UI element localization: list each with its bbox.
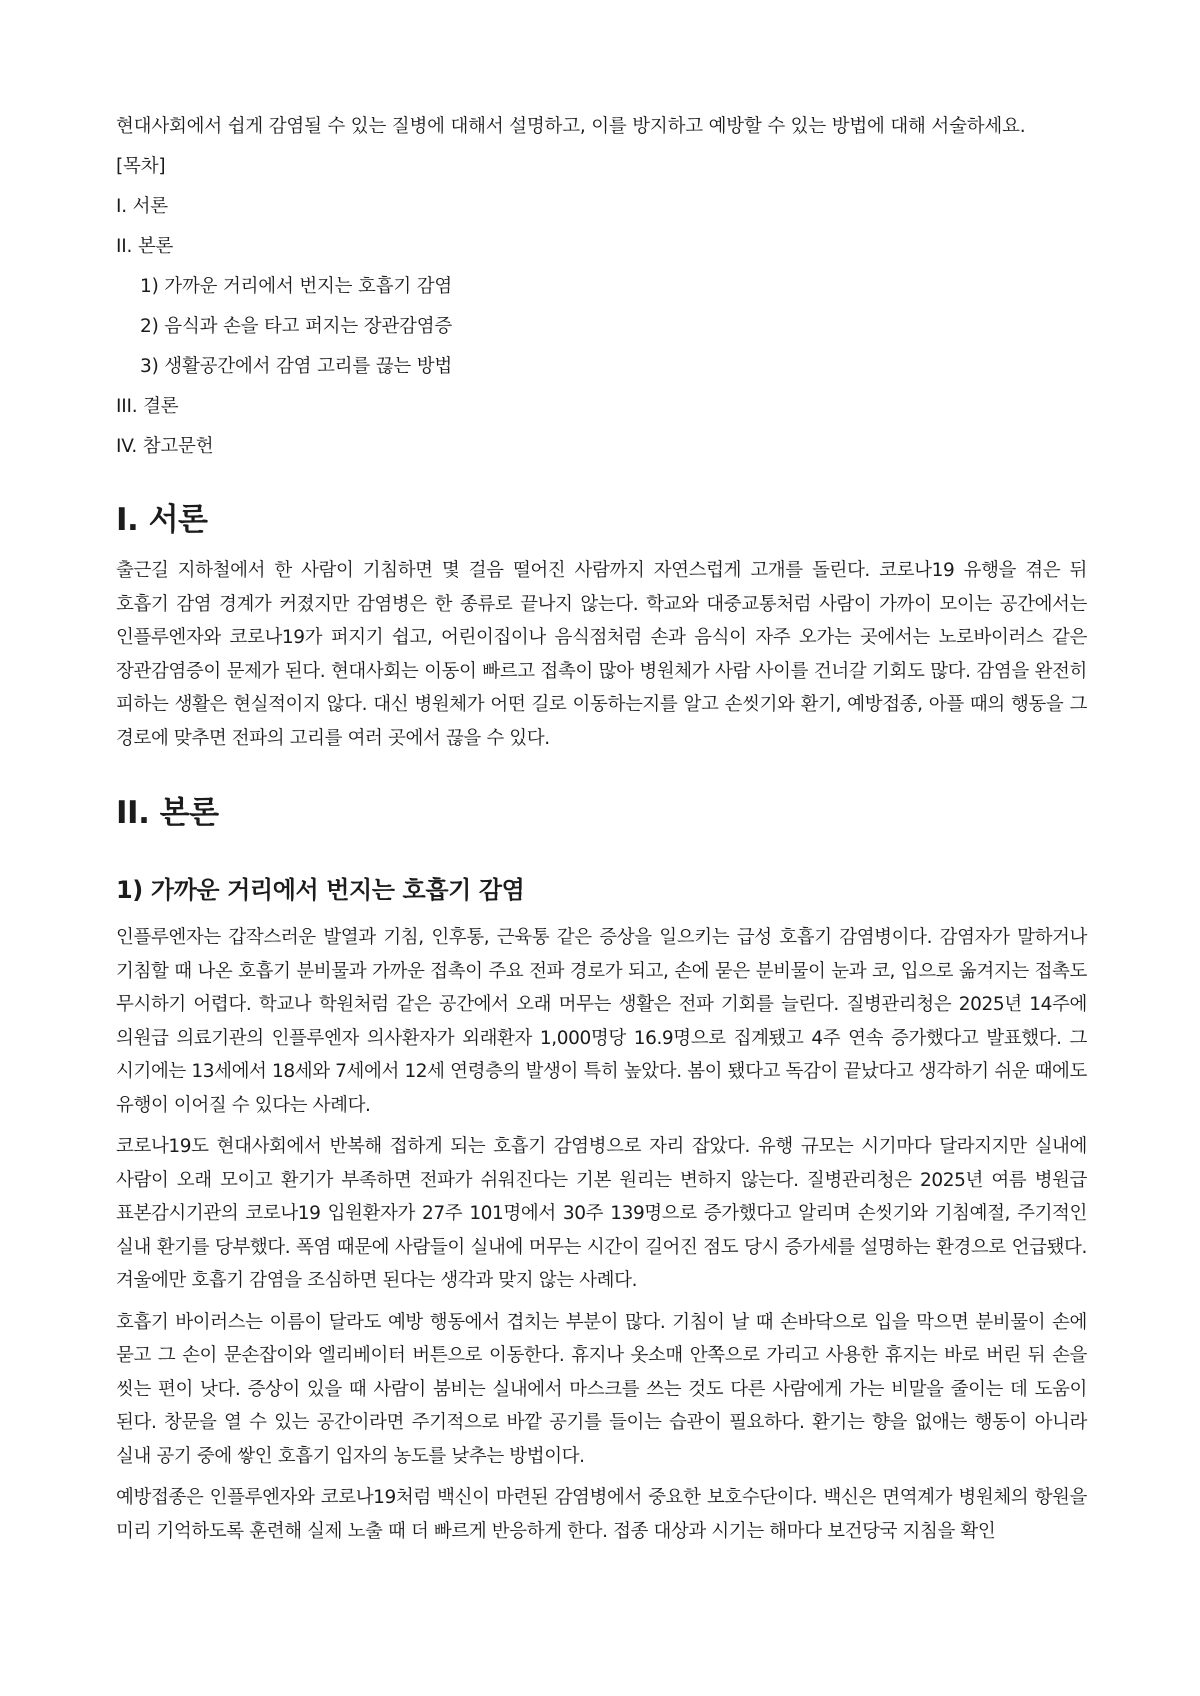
toc-title: [목차] (116, 156, 166, 177)
toc-item: II. 본론 (116, 236, 174, 257)
table-of-contents (116, 152, 1087, 462)
toc-subitem: 1) 가까운 거리에서 번지는 호흡기 감염 (140, 276, 453, 297)
subsection-heading-respiratory: 1) 가까운 거리에서 번지는 호흡기 감염 (116, 876, 525, 904)
toc-item: III. 결론 (116, 396, 179, 417)
body-paragraph: 코로나19도 현대사회에서 반복해 접하게 되는 호흡기 감염병으로 자리 잡았다. 유행 규모는 시기마다 달라지지만 실내에 사람이 오래 모이고 환기가 부족하면 전파가 쉬워진다는 기본 원리는 변하지 않는다. 질병관리청은 2025년 여름 병원급 표본감시기관의 코로나19 입원환자가 27주 101명에서 30주 139명으로 증가했다고 알리며 손씻기와 기침예절, 주기적인 실내 환기를 당부했다. 폭염 때문에 사람들이 실내에 머무는 시간이 길어진 점도 당시 증가세를 설명하는 환경으로 언급됐다. 겨울에만 호흡기 감염을 조심하면 된다는 생각과 맞지 않는 사례다. (116, 1136, 1087, 1291)
body-paragraph: 호흡기 바이러스는 이름이 달라도 예방 행동에서 겹치는 부분이 많다. 기침이 날 때 손바닥으로 입을 막으면 분비물이 손에 묻고 그 손이 문손잡이와 엘리베이터 버튼으로 이동한다. 휴지나 옷소매 안쪽으로 가리고 사용한 휴지는 바로 버린 뒤 손을 씻는 편이 낫다. 증상이 있을 때 사람이 붐비는 실내에서 마스크를 쓰는 것도 다른 사람에게 가는 비말을 줄이는 데 도움이 된다. 창문을 열 수 있는 공간이라면 주기적으로 바깥 공기를 들이는 습관이 필요하다. 환기는 향을 없애는 행동이 아니라 실내 공기 중에 쌓인 호흡기 입자의 농도를 낮추는 방법이다. (116, 1311, 1087, 1467)
intro-paragraph: 출근길 지하철에서 한 사람이 기침하면 몇 걸음 떨어진 사람까지 자연스럽게 고개를 돌린다. 코로나19 유행을 겪은 뒤 호흡기 감염 경계가 커졌지만 감염병은 한 종류로 끝나지 않는다. 학교와 대중교통처럼 사람이 가까이 모이는 공간에서는 인플루엔자와 코로나19가 퍼지기 쉽고, 어린이집이나 음식점처럼 손과 음식이 자주 오가는 곳에서는 노로바이러스 같은 장관감염증이 문제가 된다. 현대사회는 이동이 빠르고 접촉이 많아 병원체가 사람 사이를 건너갈 기회도 많다. 감염을 완전히 피하는 생활은 현실적이지 않다. 대신 병원체가 어떤 길로 이동하는지를 알고 손씻기와 환기, 예방접종, 아플 때의 행동을 그 경로에 맞추면 전파의 고리를 여러 곳에서 끊을 수 있다. (116, 560, 1087, 749)
toc-subitem: 3) 생활공간에서 감염 고리를 끊는 방법 (140, 356, 453, 377)
toc-item: I. 서론 (116, 196, 168, 217)
essay-prompt: 현대사회에서 쉽게 감염될 수 있는 질병에 대해서 설명하고, 이를 방지하고 예방할 수 있는 방법에 대해 서술하세요. (116, 116, 1026, 137)
section-heading-body: II. 본론 (116, 795, 219, 831)
toc-item: IV. 참고문헌 (116, 436, 214, 457)
body-paragraph: 예방접종은 인플루엔자와 코로나19처럼 백신이 마련된 감염병에서 중요한 보호수단이다. 백신은 면역계가 병원체의 항원을 미리 기억하도록 훈련해 실제 노출 때 더 빠르게 반응하게 한다. 접종 대상과 시기는 해마다 보건당국 지침을 확인 (116, 1487, 1087, 1542)
toc-subitem: 2) 음식과 손을 타고 퍼지는 장관감염증 (140, 316, 453, 337)
body-paragraph: 인플루엔자는 갑작스러운 발열과 기침, 인후통, 근육통 같은 증상을 일으키는 급성 호흡기 감염병이다. 감염자가 말하거나 기침할 때 나온 호흡기 분비물과 가까운 접촉이 주요 전파 경로가 되고, 손에 묻은 분비물이 눈과 코, 입으로 옮겨지는 접촉도 무시하기 어렵다. 학교나 학원처럼 같은 공간에서 오래 머무는 생활은 전파 기회를 늘린다. 질병관리청은 2025년 14주에 의원급 의료기관의 인플루엔자 의사환자가 외래환자 1,000명당 16.9명으로 집계됐고 4주 연속 증가했다고 발표했다. 그 시기에는 13세에서 18세와 7세에서 12세 연령층의 발생이 특히 높았다. 봄이 됐다고 독감이 끝났다고 생각하기 쉬운 때에도 유행이 이어질 수 있다는 사례다. (116, 927, 1087, 1116)
section-heading-intro: I. 서론 (116, 502, 208, 538)
